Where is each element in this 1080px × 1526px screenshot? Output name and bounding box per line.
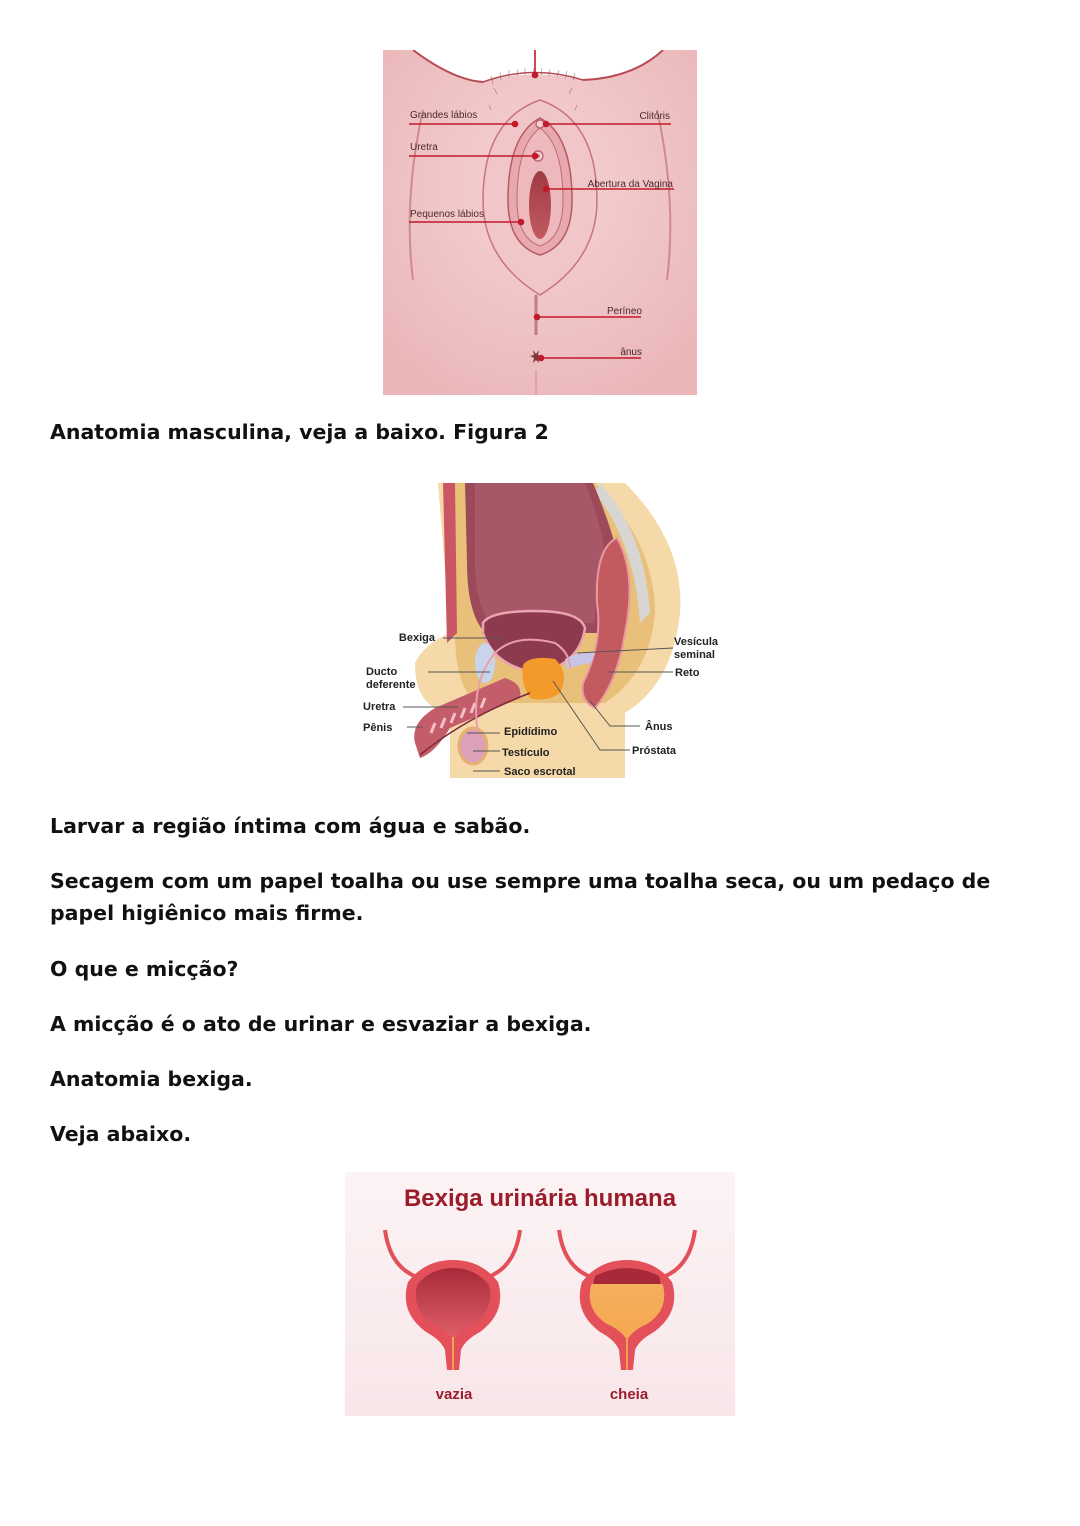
label-pequenos-labios: Pequenos lábios — [410, 209, 484, 220]
label-perineo: Períneo — [606, 306, 642, 317]
male-anatomy-illustration — [355, 483, 730, 783]
label-prostata: Próstata — [632, 745, 677, 757]
bladder-figure — [345, 1172, 735, 1416]
label-testiculo: Testículo — [502, 747, 550, 759]
label-anus: ânus — [620, 347, 642, 358]
label-clitoris: Clitóris — [639, 111, 670, 122]
label-vesicula-1: Vesícula — [674, 636, 719, 648]
label-ducto-1: Ducto — [366, 666, 398, 678]
bladder-illustration — [345, 1172, 735, 1416]
paragraph-veja-abaixo: Veja abaixo. — [50, 1122, 192, 1146]
paragraph-lavar: Larvar a região íntima com água e sabão. — [50, 814, 531, 838]
label-vazia: vazia — [435, 1386, 473, 1403]
label-bexiga: Bexiga — [398, 632, 435, 644]
paragraph-anatomia-bexiga: Anatomia bexiga. — [50, 1067, 253, 1091]
paragraph-secagem: Secagem com um papel toalha ou use sempre uma toalha seca, ou um pedaço de papel higiênico mais firme. — [50, 869, 991, 925]
paragraph-resposta: A micção é o ato de urinar e esvaziar a bexiga. — [50, 1012, 592, 1036]
label-anus-m: Ânus — [645, 721, 673, 733]
heading-male-anatomy: Anatomia masculina, veja a baixo. Figura 2 — [50, 420, 549, 444]
label-vesicula-2: seminal — [674, 649, 715, 661]
label-epididimo: Epidídimo — [504, 726, 558, 738]
bladder-title: Bexiga urinária humana — [403, 1185, 677, 1212]
label-reto: Reto — [675, 667, 700, 679]
label-grandes-labios: Grandes lábios — [410, 110, 478, 121]
male-anatomy-figure — [355, 483, 730, 783]
label-penis: Pênis — [363, 722, 393, 734]
label-cheia: cheia — [609, 1386, 649, 1403]
female-anatomy-figure — [383, 50, 697, 395]
label-saco-escrotal: Saco escrotal — [504, 766, 576, 778]
label-uretra: Uretra — [410, 142, 438, 153]
paragraph-pergunta: O que e micção? — [50, 957, 239, 981]
label-uretra: Uretra — [363, 701, 396, 713]
label-abertura-vagina: Abertura da Vagina — [587, 179, 673, 190]
female-anatomy-illustration — [383, 50, 697, 395]
label-ducto-2: deferente — [366, 679, 416, 691]
